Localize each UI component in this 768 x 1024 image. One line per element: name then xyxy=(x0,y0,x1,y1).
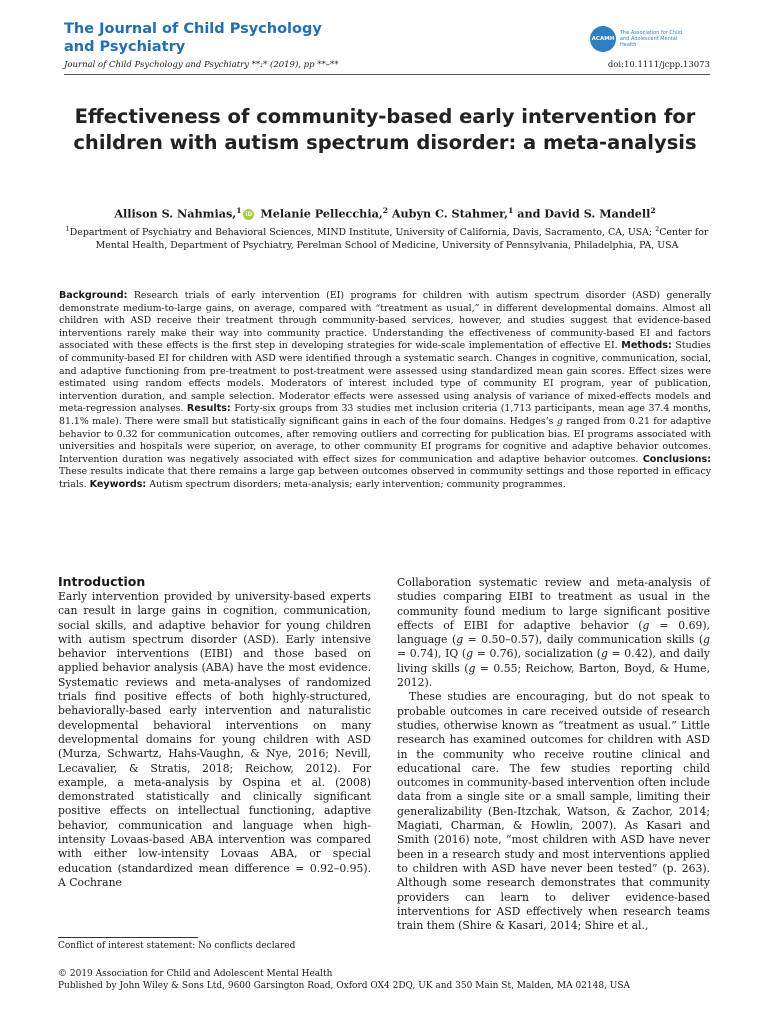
abstract-results-cont: ranged from 0.21 for adaptive behavior to 0.32 for communication outcomes, after removing outliers and correcting for publication bias. EI programs associated with universities and hospitals were superior, on average, to other community EI programs for cognitive and adaptive behavior outcomes. Intervention duration was negatively associated with effect sizes for communication and adaptive behavior outcomes. xyxy=(59,415,711,465)
effect-size-symbol: g xyxy=(703,633,710,647)
orcid-icon[interactable]: iD xyxy=(245,211,253,219)
journal-citation: Journal of Child Psychology and Psychiatry **:* (2019), pp **–** xyxy=(64,60,339,70)
text-segment: Collaboration systematic review and meta-analysis of studies comparing EIBI to treatment as usual in the community found medium to large significant positive effects of EIBI for adaptive behavior ( xyxy=(397,576,710,632)
abstract-conclusions: These results indicate that there remains a large gap between outcomes observed in community settings and those reported in efficacy trials. xyxy=(59,466,711,490)
text-segment: = 0.74), IQ ( xyxy=(397,647,467,661)
affiliation-marker: 2 xyxy=(655,225,660,233)
abstract-background-label: Background: xyxy=(59,290,128,301)
effect-size-symbol: g xyxy=(600,647,608,661)
intro-paragraph-2: These studies are encouraging, but do not speak to probable outcomes in care received outside of research studies, otherwise known as “treatment as usual.” Little research has examined outcomes for children with ASD in the community who receive routine clinical and educational care. The few studies reporting child outcomes in community-based intervention often include data from a single site or a small sample, limiting their generalizability (Ben-Itzchak, Watson, & Zachor, 2014; Magiati, Charman, & Howlin, 2007). As Kasari and Smith (2016) note, “most children with ASD have never been in a research study and most interventions applied to children with ASD have never been tested” (p. 263). Although some research demonstrates that community providers can learn to deliver evidence-based interventions for ASD effectively when research teams train them (Shire & Kasari, 2014; Shire et al., xyxy=(397,690,710,933)
abstract-methods: Studies of community-based EI for children with ASD were identified through a systematic search. Changes in cognitive, communication, social, and adaptive functioning from pre-treatment to post-treatment were assessed using standardized mean gain scores. Effect sizes were estimated using random effects models. Moderators of interest included type of community EI program, year of publication, intervention duration, and sample selection. Moderator effects were assessed using analysis of variance of mixed-effects models and meta-regression analyses. xyxy=(59,340,711,415)
doi-link[interactable]: doi:10.1111/jcpp.13073 xyxy=(607,60,710,70)
copyright-line: © 2019 Association for Child and Adolescent Mental Health xyxy=(58,969,333,979)
affiliations xyxy=(60,223,714,253)
header-divider xyxy=(64,74,710,75)
acamh-logo-icon: ACAMH xyxy=(590,26,616,52)
author-name: Aubyn C. Stahmer, xyxy=(391,206,509,221)
keywords-label: Keywords: xyxy=(89,478,147,490)
introduction-heading: Introduction xyxy=(58,574,146,589)
abstract-results: Forty-six groups from 33 studies met inclusion criteria (1,713 participants, mean age 37.4 months, 81.1% male). There were small but statistically significant gains in each of the four domains. Hedges’s xyxy=(59,403,711,427)
abstract xyxy=(59,290,711,492)
footnote-divider xyxy=(58,937,198,938)
text-segment: = 0.69), language ( xyxy=(397,618,710,647)
author-name: Allison S. Nahmias, xyxy=(114,206,237,221)
effect-size-symbol: g xyxy=(456,633,464,647)
affiliation-marker: 1 xyxy=(65,225,70,233)
author-affiliation-marker: 1 xyxy=(236,206,242,215)
body-column-left xyxy=(58,574,371,890)
author-affiliation-marker: 2 xyxy=(650,206,656,215)
intro-paragraph-cont xyxy=(397,576,710,690)
body-column-right xyxy=(397,576,710,933)
author-name: Melanie Pellecchia, xyxy=(260,206,383,221)
text-segment: = 0.76), socialization ( xyxy=(473,647,601,661)
affiliation-text: Center for Mental Health, Department of Psychiatry, Perelman School of Medicine, University of Pennsylvania, Philadelphia, PA, USA xyxy=(95,227,709,251)
author-name: and David S. Mandell xyxy=(517,206,651,221)
author-affiliation-marker: 1 xyxy=(508,206,514,215)
conflict-statement: Conflict of interest statement: No conflicts declared xyxy=(58,941,296,951)
text-segment: = 0.55; Reichow, Barton, Boyd, & Hume, 2012). xyxy=(397,661,710,690)
effect-size-symbol: g xyxy=(642,618,650,632)
text-segment: = 0.50–0.57), daily communication skills ( xyxy=(463,633,704,647)
publisher-line: Published by John Wiley & Sons Ltd, 9600 Garsington Road, Oxford OX4 2DQ, UK and 350 Main St, Malden, MA 02148, USA xyxy=(58,981,631,991)
acamh-logo xyxy=(590,26,692,52)
citation-line xyxy=(64,60,710,70)
keywords: Autism spectrum disorders; meta-analysis; early intervention; community programmes. xyxy=(146,478,566,490)
author-list xyxy=(40,206,730,221)
copyright-block xyxy=(58,968,718,992)
abstract-methods-label: Methods: xyxy=(621,340,672,352)
abstract-background: Research trials of early intervention (EI) programs for children with autism spectrum disorder (ASD) generally demonstrate medium-to-large gains, on average, compared with “treatment as usual,” in different developmental domains. Almost all children with ASD receive their treatment through community-based services, however, and studies suggest that evidence-based interventions rarely make their way into community practice. Understanding the effectiveness of community-based EI and factors associated with these effects is the first step in developing strategies for wide-scale implementation of effective EI. xyxy=(59,290,711,352)
text-segment: = 0.42), and daily living skills ( xyxy=(397,647,710,675)
abstract-conclusions-label: Conclusions: xyxy=(642,453,711,465)
paper-title: Effectiveness of community-based early intervention for children with autism spectrum disorder: a meta-analysis xyxy=(73,105,697,154)
effect-size-symbol: g xyxy=(466,647,474,661)
abstract-results-g: g xyxy=(556,415,563,427)
effect-size-symbol: g xyxy=(468,661,476,675)
intro-paragraph: Early intervention provided by university-based experts can result in large gains in cognition, communication, social skills, and adaptive behavior for young children with autism spectrum disorder (ASD). Early intensive behavior interventions (EIBI) and those based on applied behavior analysis (ABA) have the most evidence. Systematic reviews and meta-analyses of randomized trials find positive effects of both highly-structured, behaviorally-based early intervention and naturalistic developmental behavioral interventions on many developmental domains for young children with ASD (Murza, Schwartz, Hahs-Vaughn, & Nye, 2016; Nevill, Lecavalier, & Stratis, 2018; Reichow, 2012). For example, a meta-analysis by Ospina et al. (2008) demonstrated statistically and clinically significant positive effects on intellectual functioning, adaptive behavior, communication and language when high-intensity Lovaas-based ABA intervention was compared with either low-intensity Lovaas ABA, or special education (standardized mean difference = 0.92–0.95). A Cochrane xyxy=(58,590,371,889)
acamh-logo-text: The Association for Child and Adolescent Mental Health xyxy=(620,30,683,48)
journal-name: The Journal of Child Psychology and Psychiatry xyxy=(64,21,322,55)
abstract-results-label: Results: xyxy=(186,403,231,415)
affiliation-text: Department of Psychiatry and Behavioral Sciences, MIND Institute, University of California, Davis, Sacramento, CA, USA; xyxy=(69,227,656,239)
author-affiliation-marker: 2 xyxy=(382,206,388,215)
